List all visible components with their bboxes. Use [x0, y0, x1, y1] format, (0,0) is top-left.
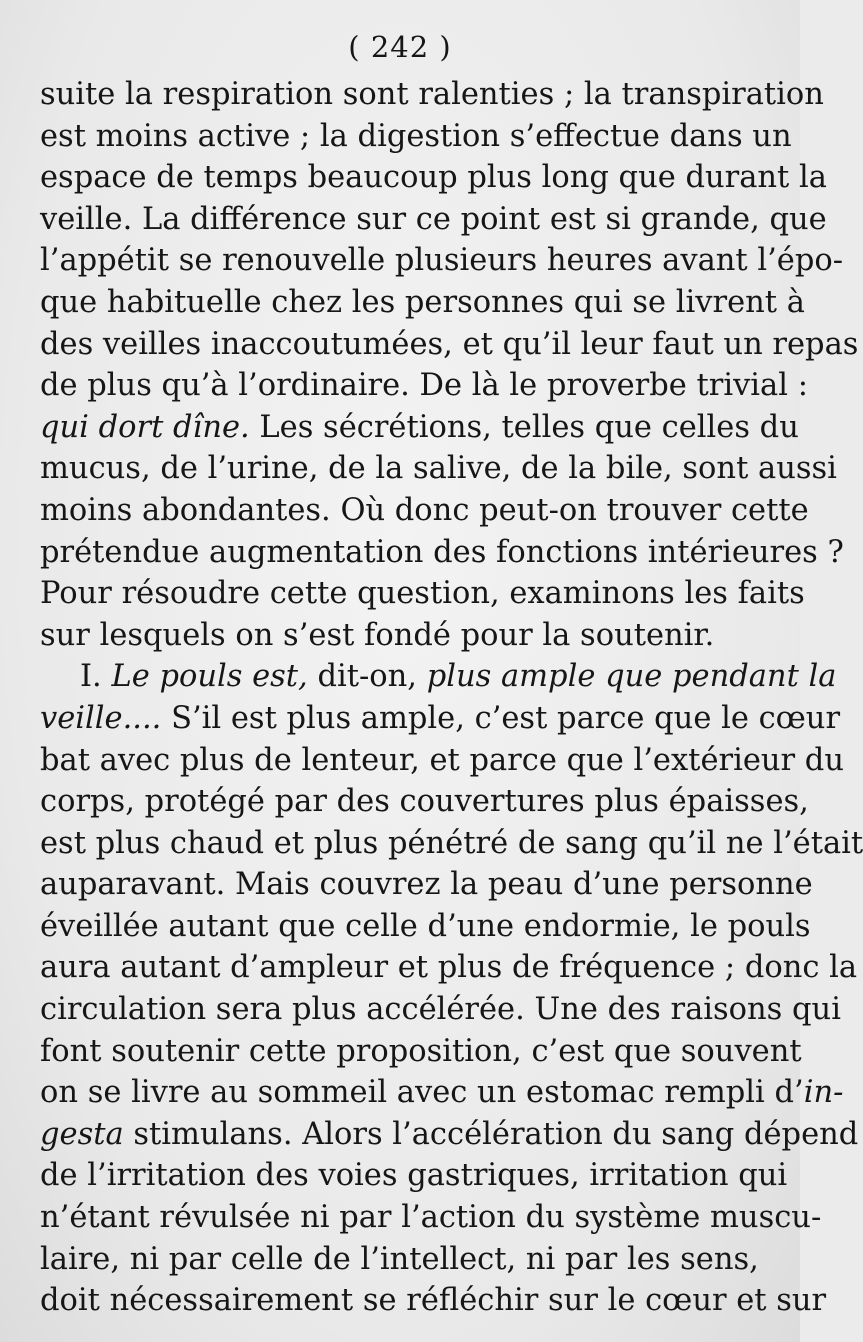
- line-text: Pour résoudre cette question, examinons les faits: [40, 576, 805, 612]
- text-line: [40, 615, 758, 657]
- line-text: est moins active ; la digestion s’effectue dans un: [40, 118, 792, 154]
- text-line: [40, 1031, 802, 1073]
- line-text: laire, ni par celle de l’intellect, ni par les sens,: [40, 1241, 759, 1277]
- line-text: corps, protégé par des couvertures plus épaisses,: [40, 784, 809, 820]
- text-line: [40, 989, 841, 1031]
- text-line: [40, 740, 844, 782]
- text-line: [40, 1197, 822, 1239]
- line-text: on se livre au sommeil avec un estomac rempli d’: [40, 1075, 804, 1111]
- line-text: sur lesquels on s’est fondé pour la soutenir.: [40, 617, 715, 653]
- page-number-header: ( 242 ): [348, 30, 452, 64]
- text-line: [40, 698, 841, 740]
- text-line: [40, 1155, 788, 1197]
- line-text: moins abondantes. Où donc peut-on trouver cette: [40, 492, 809, 528]
- line-text: de l’irritation des voies gastriques, irritation qui: [40, 1158, 788, 1194]
- line-text: espace de temps beaucoup plus long que durant la: [40, 160, 827, 196]
- italic-text: veille....: [40, 700, 162, 736]
- line-text: bat avec plus de lenteur, et parce que l’extérieur du: [40, 742, 844, 778]
- line-text: auparavant. Mais couvrez la peau d’une personne: [40, 867, 813, 903]
- line-text: l’appétit se renouvelle plusieurs heures avant l’épo-: [40, 243, 844, 279]
- italic-text: in-: [803, 1075, 844, 1111]
- line-text: aura autant d’ampleur et plus de fréquence ; donc la: [40, 950, 858, 986]
- text-line: [40, 656, 837, 698]
- italic-text: qui dort dîne.: [40, 409, 250, 445]
- body-text: [40, 74, 863, 1322]
- italic-text: gesta: [40, 1116, 124, 1152]
- text-line: [40, 573, 805, 615]
- text-line: [40, 947, 858, 989]
- text-line: [40, 324, 859, 366]
- line-text: doit nécessairement se réfléchir sur le cœur et sur: [40, 1283, 827, 1319]
- italic-text: plus ample que pendant la: [426, 659, 837, 695]
- line-text: I.: [80, 659, 112, 695]
- text-line: [40, 532, 844, 574]
- line-text: stimulans. Alors l’accélération du sang dépend: [123, 1116, 859, 1152]
- line-text: circulation sera plus accélérée. Une des raisons qui: [40, 992, 841, 1028]
- text-line: [40, 1239, 758, 1281]
- text-line: [40, 157, 827, 199]
- text-line: [40, 781, 809, 823]
- text-line: [40, 199, 827, 241]
- line-text: veille. La différence sur ce point est si grande, que: [40, 201, 827, 237]
- line-text: des veilles inaccoutumées, et qu’il leur faut un repas: [40, 326, 859, 362]
- text-line: [40, 448, 837, 490]
- line-text: n’étant révulsée ni par l’action du système muscu-: [40, 1200, 822, 1236]
- line-text: suite la respiration sont ralenties ; la transpiration: [40, 77, 824, 112]
- line-text: éveillée autant que celle d’une endormie, le pouls: [40, 908, 811, 944]
- text-line: [40, 407, 799, 449]
- line-text: Les sécrétions, telles que celles du: [249, 409, 799, 445]
- text-line: [40, 823, 863, 865]
- text-line: [40, 1072, 844, 1114]
- italic-text: Le pouls est,: [111, 659, 308, 695]
- text-line: [40, 116, 792, 158]
- line-text: que habituelle chez les personnes qui se livrent à: [40, 284, 805, 320]
- text-line: [40, 240, 844, 282]
- text-line: [40, 74, 824, 116]
- text-line: [40, 906, 811, 948]
- text-line: [40, 490, 809, 532]
- line-text: font soutenir cette proposition, c’est que souvent: [40, 1033, 802, 1069]
- line-text: est plus chaud et plus pénétré de sang qu’il ne l’était: [40, 825, 863, 861]
- text-line: [40, 365, 808, 407]
- line-text: dit-on,: [307, 659, 427, 695]
- text-line: [40, 1114, 859, 1156]
- text-line: [40, 282, 805, 324]
- line-text: S’il est plus ample, c’est parce que le cœur: [161, 700, 841, 736]
- line-text: mucus, de l’urine, de la salive, de la bile, sont aussi: [40, 451, 837, 487]
- line-text: prétendue augmentation des fonctions intérieures ?: [40, 534, 844, 570]
- line-text: de plus qu’à l’ordinaire. De là le proverbe trivial :: [40, 368, 808, 404]
- text-line: [40, 864, 813, 906]
- text-line: [40, 1280, 827, 1322]
